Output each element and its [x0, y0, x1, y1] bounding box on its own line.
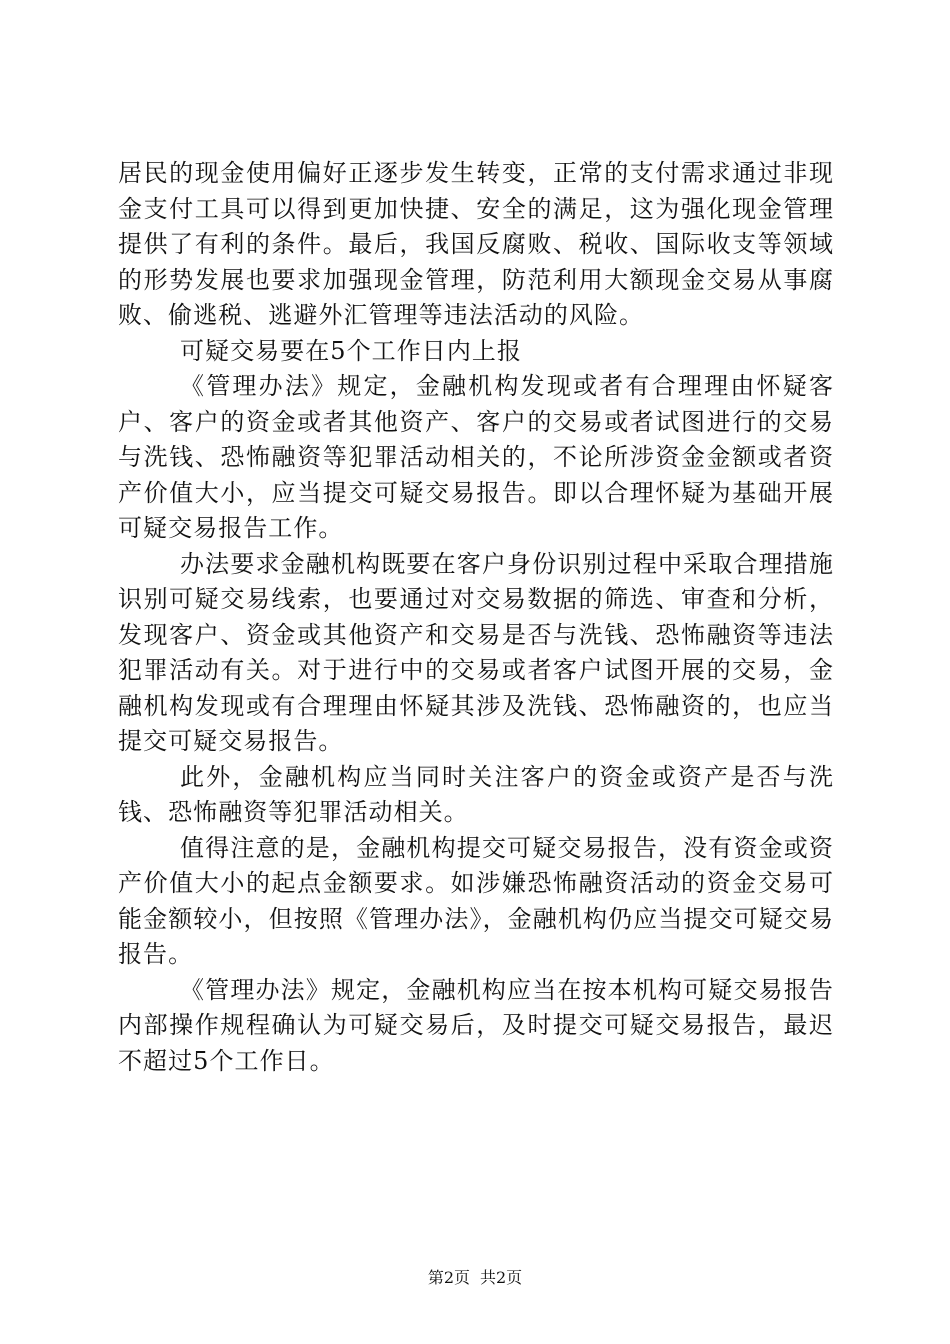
paragraph: 办法要求金融机构既要在客户身份识别过程中采取合理措施识别可疑交易线索，也要通过对交易数据的筛选、审查和分析，发现客户、资金或其他资产和交易是否与洗钱、恐怖融资等违法犯罪活动有关。对于进行中的交易或者客户试图开展的交易，金融机构发现或有合理理由怀疑其涉及洗钱、恐怖融资的，也应当提交可疑交易报告。	[118, 549, 834, 755]
document-body	[118, 156, 834, 1079]
paragraph-continued: 居民的现金使用偏好正逐步发生转变，正常的支付需求通过非现金支付工具可以得到更加快捷、安全的满足，这为强化现金管理提供了有利的条件。最后，我国反腐败、税收、国际收支等领域的形势发展也要求加强现金管理，防范利用大额现金交易从事腐败、偷逃税、逃避外汇管理等违法活动的风险。	[118, 159, 834, 329]
paragraph: 《管理办法》规定，金融机构发现或者有合理理由怀疑客户、客户的资金或者其他资产、客户的交易或者试图进行的交易与洗钱、恐怖融资等犯罪活动相关的，不论所涉资金金额或者资产价值大小，应当提交可疑交易报告。即以合理怀疑为基础开展可疑交易报告工作。	[118, 372, 834, 542]
paragraph: 值得注意的是，金融机构提交可疑交易报告，没有资金或资产价值大小的起点金额要求。如涉嫌恐怖融资活动的资金交易可能金额较小，但按照《管理办法》，金融机构仍应当提交可疑交易报告。	[118, 833, 834, 968]
paragraph: 此外，金融机构应当同时关注客户的资金或资产是否与洗钱、恐怖融资等犯罪活动相关。	[118, 762, 834, 826]
paragraph: 《管理办法》规定，金融机构应当在按本机构可疑交易报告内部操作规程确认为可疑交易后，及时提交可疑交易报告，最迟不超过5个工作日。	[118, 975, 834, 1075]
page-total: 共2页	[480, 1268, 523, 1287]
section-heading: 可疑交易要在5个工作日内上报	[180, 336, 522, 365]
page-number: 第2页	[427, 1268, 470, 1287]
page-footer	[0, 1268, 950, 1288]
